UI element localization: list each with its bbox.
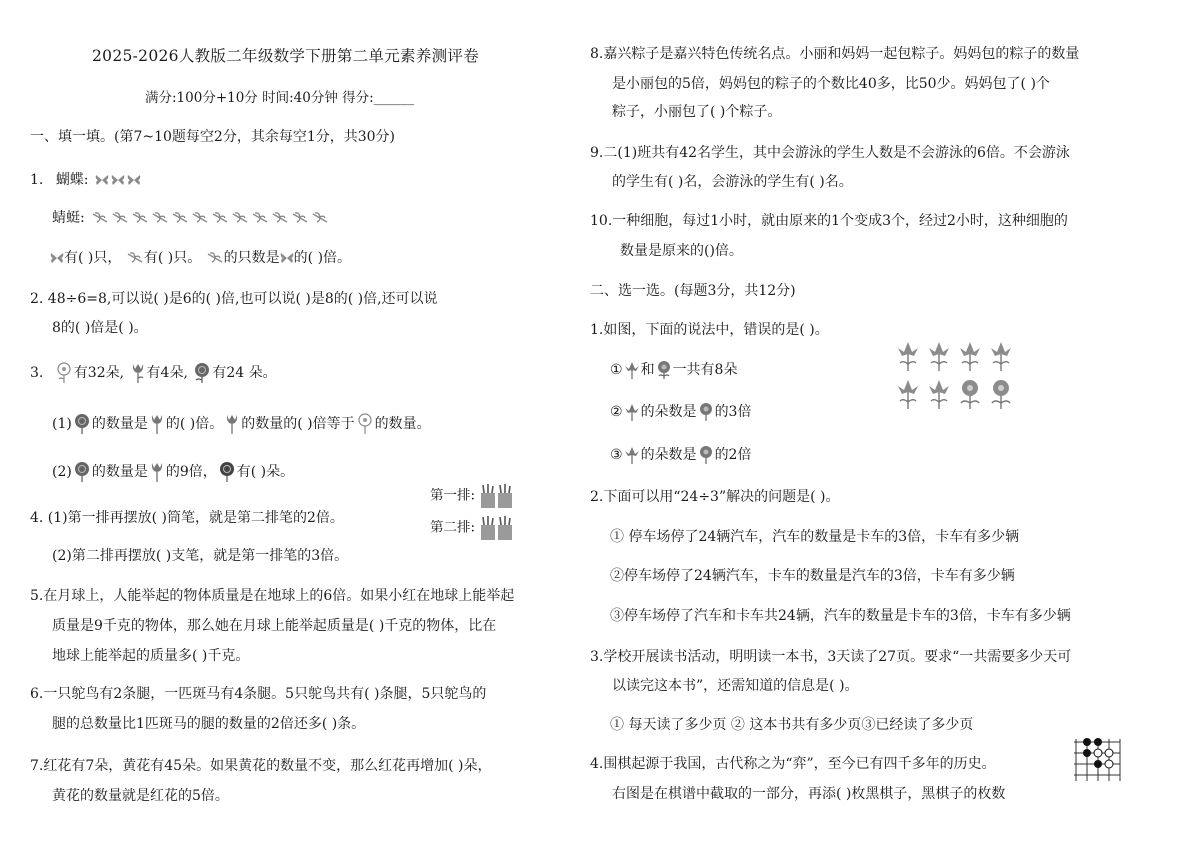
flower-picture (895, 340, 1020, 412)
q8-line-2: 是小丽包的5倍，妈妈包的粽子的个数比40多，比50少。妈妈包了( )个 (612, 76, 1050, 92)
q3-s1-text-b: 的( )倍。 (165, 416, 224, 432)
c1-option-1 (610, 360, 737, 380)
c3-line-2: 以读完这本书”，还需知道的信息是( )。 (612, 678, 859, 694)
lily-icon (988, 340, 1014, 376)
q1-text-c: 的只数是 (223, 250, 280, 266)
c1-o3-text-a: 的朵数是 (640, 447, 697, 463)
page-title: 2025-2026人教版二年级数学下册第二单元素养测评卷 (92, 47, 480, 65)
butterfly-icon (50, 252, 64, 264)
score-line (145, 88, 414, 108)
q3-sub-1 (52, 413, 431, 435)
q2-line-1: 2. 48÷6=8,可以说( )是6的( )倍,也可以说( )是8的( )倍,还可以说 (30, 291, 438, 307)
pen-cup-icon (479, 483, 515, 509)
q9-line-1: 9.二(1)班共有42名学生，其中会游泳的学生人数是不会游泳的6倍。不会游泳 (590, 145, 1070, 161)
q8-line-3: 粽子，小丽包了( )个粽子。 (612, 104, 782, 120)
q1-text-d: 的( )倍。 (293, 250, 352, 266)
round-flower-icon (697, 445, 715, 465)
lily-icon (623, 402, 641, 422)
black-stone (1094, 738, 1102, 746)
q5-line-2: 质量是9千克的物体，那么她在月球上能举起质量是( )千克的物体，比在 (52, 618, 497, 634)
q3-s1-text-a: 的数量是 (91, 416, 148, 432)
q1-butterfly-row (30, 170, 141, 190)
rose-icon (72, 413, 92, 435)
q4-line-1: 4. (1)第一排再摆放( )筒笔，就是第二排笔的2倍。 (30, 510, 344, 526)
round-flower-icon (655, 360, 673, 380)
q10-line-1: 10.一种细胞，每过1小时，就由原来的1个变成3个，经过2小时，这种细胞的 (590, 213, 1068, 229)
section-1-heading: 一、填一填。(第7~10题每空2分，其余每空1分，共30分) (30, 129, 396, 145)
lily-icon (926, 378, 952, 414)
dragonfly-icon (111, 212, 129, 224)
c4-line-2: 右图是在棋谱中截取的一部分，再添( )枚黑棋子，黑棋子的枚数 (612, 786, 1006, 802)
q3-s2-text-b: 的9倍， (165, 464, 217, 480)
q7-line-1: 7.红花有7朵，黄花有45朵。如果黄花的数量不变，那么红花再增加( )朵， (30, 758, 492, 774)
white-flower-icon (355, 413, 375, 435)
c2-stem: 2.下面可以用“24÷3”解决的问题是( )。 (590, 489, 840, 505)
pen-row-2-label: 第二排: (430, 519, 476, 536)
lily-icon (957, 340, 983, 376)
tulip-icon (223, 413, 241, 435)
section-2-heading: 二、选一选。(每题3分，共12分) (590, 283, 796, 299)
round-flower-icon (957, 378, 983, 414)
dragonfly-icon (211, 212, 229, 224)
butterfly-icon (280, 252, 294, 264)
c2-option-1: ① 停车场停了24辆汽车，汽车的数量是卡车的3倍，卡车有多少辆 (610, 529, 1020, 545)
c3-options: ① 每天读了多少页 ② 这本书共有多少页③已经读了多少页 (610, 717, 974, 733)
q1-text-a: 有( )只， (64, 250, 122, 266)
c4-line-1: 4.围棋起源于我国，古代称之为“弈”，至今已有四千多年的历史。 (590, 756, 996, 772)
dragonfly-icon (206, 252, 224, 264)
q3-text-a: 有32朵, (73, 365, 125, 381)
q1-number: 1. (30, 172, 44, 188)
tulip-icon (129, 362, 147, 384)
pen-row-1-label: 第一排: (430, 487, 476, 504)
go-board (1070, 737, 1124, 783)
q9-line-2: 的学生有( )名，会游泳的学生有( )名。 (612, 174, 853, 190)
butterfly-label: 蝴蝶: (55, 172, 89, 188)
c1-o2-text-a: 的朵数是 (640, 404, 697, 420)
q3-number: 3. (30, 365, 44, 381)
score-meta-text: 满分:100分+10分 时间:40分钟 得分: (145, 90, 374, 106)
c2-option-2: ②停车场停了24辆汽车，卡车的数量是汽车的3倍，卡车有多少辆 (610, 568, 1015, 584)
butterfly-group (93, 172, 141, 188)
c1-o3-num: ③ (610, 447, 623, 463)
black-stone (1083, 749, 1091, 757)
lily-icon (895, 378, 921, 414)
rose-icon (72, 461, 92, 483)
c1-o2-text-b: 的3倍 (714, 404, 752, 420)
dragonfly-group (89, 210, 329, 226)
rose-icon (217, 461, 237, 483)
q4-line-2: (2)第二排再摆放( )支笔，就是第一排笔的3倍。 (52, 548, 349, 564)
rose-icon (192, 362, 212, 384)
lily-icon (926, 340, 952, 376)
q3-s2-text-a: 的数量是 (91, 464, 148, 480)
q6-line-2: 腿的总数量比1匹斑马的腿的数量的2倍还多( )条。 (52, 716, 366, 732)
dragonfly-icon (191, 212, 209, 224)
q1-text-b: 有( )只。 (143, 250, 202, 266)
lily-icon (895, 340, 921, 376)
q3-s1-num: (1) (52, 416, 72, 432)
q3-text-b: 有4朵, (146, 365, 188, 381)
black-stone (1094, 760, 1102, 768)
tulip-icon (148, 461, 166, 483)
dragonfly-label: 蜻蜓: (52, 210, 85, 226)
q3-line (30, 362, 277, 384)
q7-line-2: 黄花的数量就是红花的5倍。 (52, 788, 229, 804)
white-flower-icon (54, 362, 74, 384)
dragonfly-icon (91, 212, 109, 224)
q5-line-3: 地球上能举起的质量多( )千克。 (52, 648, 250, 664)
q2-line-2: 8的( )倍是( )。 (52, 320, 148, 336)
c1-o1-text-b: 一共有8朵 (672, 362, 738, 378)
c3-line-1: 3.学校开展读书活动，明明读一本书，3天读了27页。要求“一共需要多少天可 (590, 649, 1072, 665)
q3-sub-2 (52, 461, 294, 483)
white-stone (1094, 749, 1102, 757)
q3-text-c: 有24 朵。 (212, 365, 277, 381)
q5-line-1: 5.在月球上，人能举起的物体质量是在地球上的6倍。如果小红在地球上能举起 (30, 588, 515, 604)
dragonfly-icon (311, 212, 329, 224)
dragonfly-icon (151, 212, 169, 224)
dragonfly-icon (171, 212, 189, 224)
q3-s2-text-c: 有( )朵。 (236, 464, 295, 480)
pen-row-2 (430, 515, 515, 541)
dragonfly-icon (126, 252, 144, 264)
butterfly-icon (95, 174, 109, 186)
lily-icon (623, 360, 641, 380)
c1-option-2 (610, 402, 751, 422)
c2-option-3: ③停车场停了汽车和卡车共24辆，汽车的数量是卡车的3倍，卡车有多少辆 (610, 608, 1071, 624)
dragonfly-icon (291, 212, 309, 224)
c1-o2-num: ② (610, 404, 623, 420)
dragonfly-icon (131, 212, 149, 224)
pen-cup-icon (479, 515, 515, 541)
round-flower-icon (988, 378, 1014, 414)
q3-s1-text-c: 的数量的( )倍等于 (241, 416, 355, 432)
q1-dragonfly-row (52, 208, 329, 228)
pen-row-1 (430, 483, 515, 509)
go-board-picture (1070, 737, 1124, 787)
round-flower-icon (697, 402, 715, 422)
butterfly-icon (127, 174, 141, 186)
dragonfly-icon (251, 212, 269, 224)
c1-o3-text-b: 的2倍 (714, 447, 752, 463)
black-stone (1083, 738, 1091, 746)
q6-line-1: 6.一只鸵鸟有2条腿，一匹斑马有4条腿。5只鸵鸟共有( )条腿，5只鸵鸟的 (30, 686, 487, 702)
q8-line-1: 8.嘉兴粽子是嘉兴特色传统名点。小丽和妈妈一起包粽子。妈妈包的粽子的数量 (590, 46, 1080, 62)
tulip-icon (148, 413, 166, 435)
white-stone (1105, 760, 1113, 768)
dragonfly-icon (231, 212, 249, 224)
c1-stem: 1.如图，下面的说法中，错误的是( )。 (590, 322, 829, 338)
q3-s2-num: (2) (52, 464, 72, 480)
c1-o1-text-a: 和 (640, 362, 655, 378)
c1-option-3 (610, 445, 751, 465)
q1-answer-line (50, 248, 351, 268)
dragonfly-icon (271, 212, 289, 224)
q3-s1-text-d: 的数量。 (374, 416, 431, 432)
c1-o1-num: ① (610, 362, 623, 378)
score-blank: ______ (373, 90, 415, 106)
white-stone (1105, 749, 1113, 757)
lily-icon (623, 445, 641, 465)
q10-line-2: 数量是原来的()倍。 (620, 243, 743, 259)
butterfly-icon (111, 174, 125, 186)
